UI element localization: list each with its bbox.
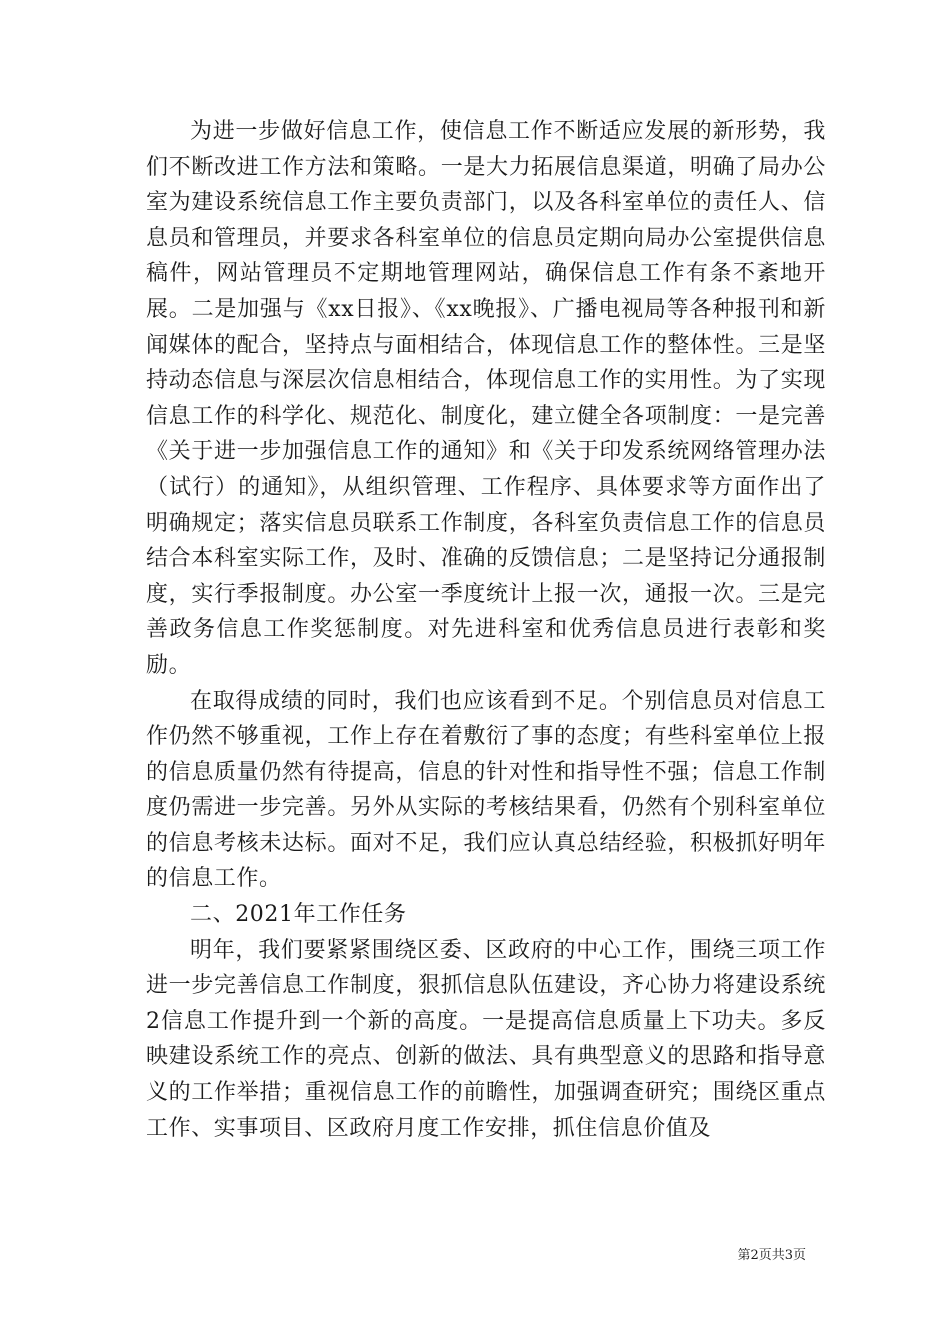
document-body [146,114,826,1146]
page-number-footer: 第2页共3页 [737,1248,806,1263]
paragraph-next-year-plan: 明年，我们要紧紧围绕区委、区政府的中心工作，围绕三项工作进一步完善信息工作制度，狠抓信息队伍建设，齐心协力将建设系统2信息工作提升到一个新的高度。一是提高信息质量上下功夫。多反映建设系统工作的亮点、创新的做法、具有典型意义的思路和指导意义的工作举措；重视信息工作的前瞻性，加强调查研究；围绕区重点工作、实事项目、区政府月度工作安排，抓住信息价值及 [146,937,826,1141]
paragraph-shortcomings: 在取得成绩的同时，我们也应该看到不足。个别信息员对信息工作仍然不够重视，工作上存在着敷衍了事的态度；有些科室单位上报的信息质量仍然有待提高，信息的针对性和指导性不强；信息工作制度仍需进一步完善。另外从实际的考核结果看，仍然有个别科室单位的信息考核未达标。面对不足，我们应认真总结经验，积极抓好明年的信息工作。 [146,688,826,892]
paragraph-information-work-methods: 为进一步做好信息工作，使信息工作不断适应发展的新形势，我们不断改进工作方法和策略。一是大力拓展信息渠道，明确了局办公室为建设系统信息工作主要负责部门，以及各科室单位的责任人、信息员和管理员，并要求各科室单位的信息员定期向局办公室提供信息稿件，网站管理员不定期地管理网站，确保信息工作有条不紊地开展。二是加强与《xx日报》、《xx晚报》、广播电视局等各种报刊和新闻媒体的配合，坚持点与面相结合，体现信息工作的整体性。三是坚持动态信息与深层次信息相结合，体现信息工作的实用性。为了实现信息工作的科学化、规范化、制度化，建立健全各项制度：一是完善《关于进一步加强信息工作的通知》和《关于印发系统网络管理办法（试行）的通知》，从组织管理、工作程序、具体要求等方面作出了明确规定；落实信息员联系工作制度，各科室负责信息工作的信息员结合本科室实际工作，及时、准确的反馈信息；二是坚持记分通报制度，实行季报制度。办公室一季度统计上报一次，通报一次。三是完善政务信息工作奖惩制度。对先进科室和优秀信息员进行表彰和奖励。 [146,119,826,678]
section-heading-2021-tasks: 二、2021年工作任务 [190,902,407,928]
